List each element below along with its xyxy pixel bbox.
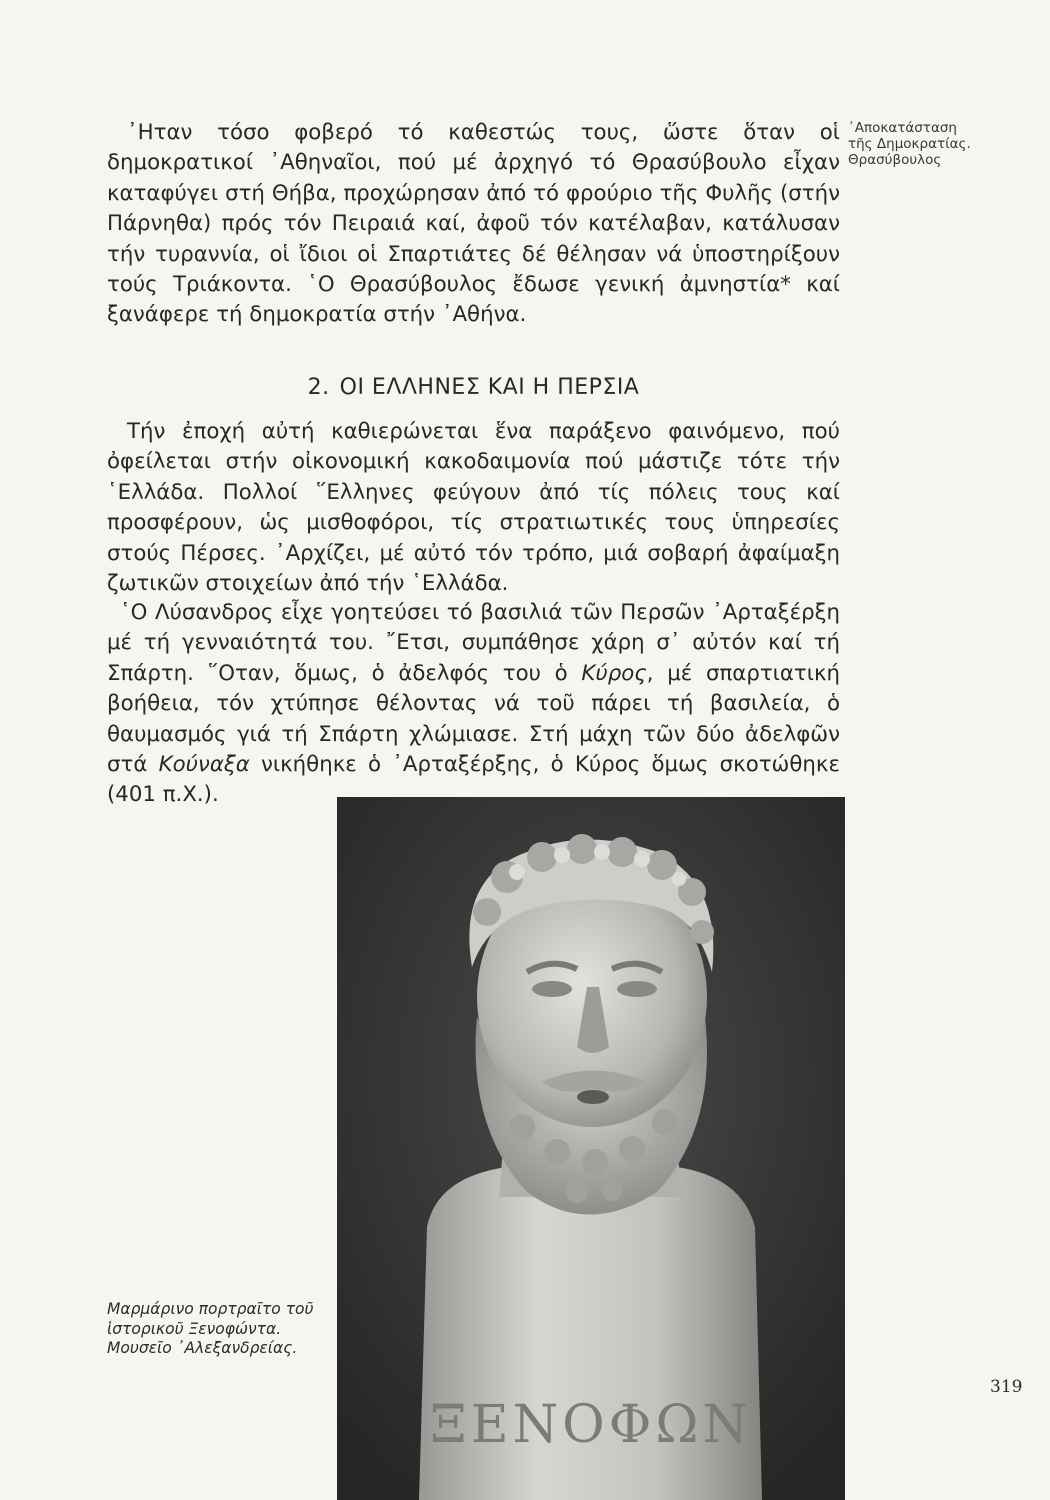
paragraph-text: , μέ σπαρτιατική βοήθεια, τόν χτύπησε θέλοντας νά τοῦ πάρει τή βασιλεία, ὁ θαυμασμός γιά τή Σπάρτη χλώμιασε. Στή μάχη τῶν δύο ἀδελφῶν στά [107,660,840,778]
paragraph-text: νικήθηκε ὁ ᾿Αρταξέρξης, ὁ Κύρος ὅμως σκοτώθηκε (401 π.Χ.). [107,752,840,808]
caption-line: ἱστορικοῦ Ξενοφώντα. [107,1319,282,1338]
paragraph-lysander [107,598,840,811]
section-title: ΟΙ ΕΛΛΗΝΕΣ ΚΑΙ Η ΠΕΡΣΙΑ [339,375,640,400]
photo-caption [107,1300,347,1359]
section-number: 2. [307,375,330,400]
margin-note-line: τῆς Δημοκρατίας. [848,136,971,152]
section-heading [107,375,840,400]
page-number: 319 [990,1377,1023,1397]
name-kyros: Κύρος [581,660,647,686]
paragraph-thrasybulus: ᾿Ηταν τόσο φοβερό τό καθεστώς τους, ὥστε ὅταν οἱ δημοκρατικοί ᾿Αθηναῖοι, πού μέ ἀρχηγό τό Θρασύβουλο εἶχαν καταφύγει στή Θήβα, προχώρησαν ἀπό τό φρούριο τῆς Φυλῆς (στήν Πάρνηθα) πρός τόν Πειραιά καί, ἀφοῦ τόν κατέλαβαν, κατάλυσαν τήν τυραννία, οἱ ἴδιοι οἱ Σπαρτιάτες δέ θέλησαν νά ὑποστηρίξουν τούς Τριάκοντα. ῾Ο Θρασύβουλος ἔδωσε γενική ἀμνηστία* καί ξανάφερε τή δημοκρατία στήν ᾿Αθήνα. [107,120,840,328]
margin-note-line: ᾿Αποκατάσταση [848,120,957,136]
caption-line: Μαρμάρινο πορτραῖτο τοῦ [107,1300,314,1318]
margin-note-line: Θρασύβουλος [848,152,942,168]
place-kounaxa: Κούναξα [158,752,250,778]
margin-note [848,120,1018,168]
bust-inscription: ΞΕΝΟΦΩΝ [430,1395,752,1455]
paragraph-mercenaries: Τήν ἐποχή αὐτή καθιερώνεται ἕνα παράξενο φαινόμενο, πού ὀφείλεται στήν οἰκονομική κακοδαιμονία πού μάστιζε τότε τήν ῾Ελλάδα. Πολλοί ῞Ελληνες φεύγουν ἀπό τίς πόλεις τους καί προσφέρουν, ὡς μισθοφόροι, τίς στρατιωτικές τους ὑπηρεσίες στούς Πέρσες. ᾿Αρχίζει, μέ αὐτό τόν τρόπο, μιά σοβαρή ἀφαίμαξη ζωτικῶν στοιχείων ἀπό τήν ῾Ελλάδα. [107,419,840,597]
paragraph-text: ῾Ο Λύσανδρος εἶχε γοητεύσει τό βασιλιά τῶν Περσῶν ᾿Αρταξέρξη μέ τή γενναιότητά του. ῎Ετσι, συμπάθησε χάρη σ᾿ αὐτόν καί τή Σπάρτη. ῞Οταν, ὅμως, ὁ ἀδελφός του ὁ [107,600,840,686]
bust-illustration [337,797,845,1500]
caption-line: Μουσεῖο ᾿Αλεξανδρείας. [107,1339,298,1357]
xenophon-bust-photo [337,797,845,1500]
